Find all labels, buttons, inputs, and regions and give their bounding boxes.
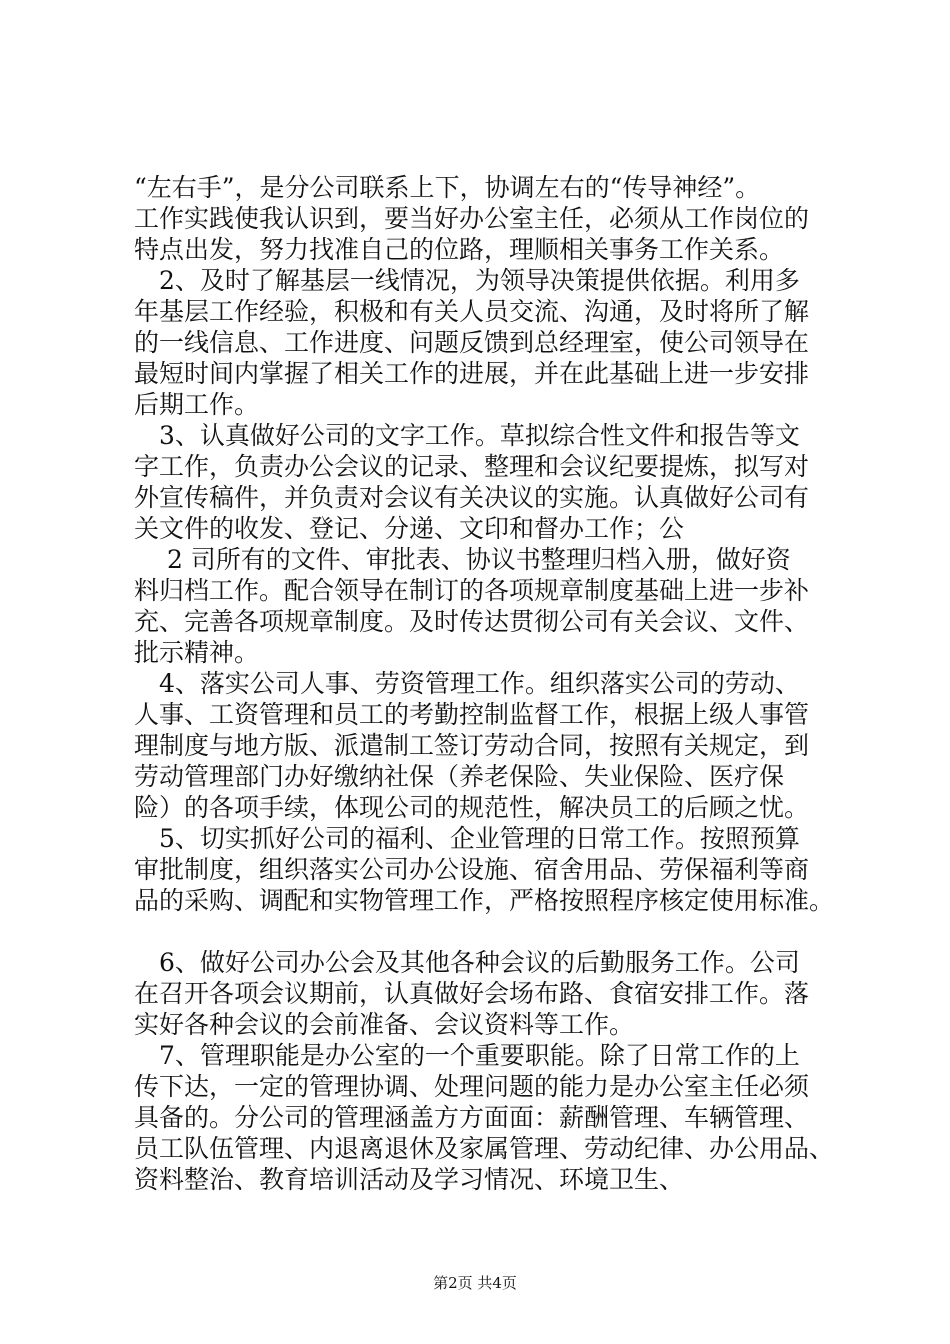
text-line: 品的采购、调配和实物管理工作，严格按照程序核定使用标准。: [134, 886, 835, 915]
text-line: 资料整治、教育培训活动及学习情况、环境卫生、: [134, 1165, 685, 1194]
text-line: 批示精神。: [134, 638, 260, 667]
text-line: 具备的。分公司的管理涵盖方方面面：薪酬管理、车辆管理、: [134, 1103, 810, 1132]
text-line: 后期工作。: [134, 390, 260, 419]
text-line: 2、及时了解基层一线情况，为领导决策提供依据。利用多: [134, 266, 800, 295]
text-line: 2 司所有的文件、审批表、协议书整理归档入册，做好资: [134, 545, 791, 574]
text-line: 劳动管理部门办好缴纳社保（养老保险、失业保险、医疗保: [134, 762, 785, 791]
text-line: 最短时间内掌握了相关工作的进展，并在此基础上进一步安排: [134, 359, 810, 388]
text-line: 人事、工资管理和员工的考勤控制监督工作，根据上级人事管: [134, 700, 810, 729]
text-line: 7、管理职能是办公室的一个重要职能。除了日常工作的上: [134, 1041, 800, 1070]
text-line: 审批制度，组织落实公司办公设施、宿舍用品、劳保福利等商: [134, 855, 810, 884]
text-line: 的一线信息、工作进度、问题反馈到总经理室，使公司领导在: [134, 328, 810, 357]
text-line: 3、认真做好公司的文字工作。草拟综合性文件和报告等文: [134, 421, 800, 450]
text-line: 字工作，负责办公会议的记录、整理和会议纪要提炼，拟写对: [134, 452, 810, 481]
blank-line: [134, 916, 854, 947]
text-line: 理制度与地方版、派遣制工签订劳动合同，按照有关规定，到: [134, 731, 810, 760]
text-line: 实好各种会议的会前准备、会议资料等工作。: [134, 1010, 635, 1039]
body-text: [134, 172, 854, 1195]
text-line: 险）的各项手续，体现公司的规范性，解决员工的后顾之忧。: [134, 793, 810, 822]
text-line: 传下达，一定的管理协调、处理问题的能力是办公室主任必须: [134, 1072, 810, 1101]
text-line: 料归档工作。配合领导在制订的各项规章制度基础上进一步补: [134, 576, 810, 605]
page-footer: 第2页 共4页: [433, 1274, 517, 1292]
text-line: “左右手”，是分公司联系上下，协调左右的“传导神经”。: [134, 173, 761, 202]
text-line: 5、切实抓好公司的福利、企业管理的日常工作。按照预算: [134, 824, 800, 853]
text-line: 6、做好公司办公会及其他各种会议的后勤服务工作。公司: [134, 948, 800, 977]
text-line: 外宣传稿件，并负责对会议有关决议的实施。认真做好公司有: [134, 483, 810, 512]
text-line: 工作实践使我认识到，要当好办公室主任，必须从工作岗位的: [134, 204, 810, 233]
text-line: 4、落实公司人事、劳资管理工作。组织落实公司的劳动、: [134, 669, 800, 698]
text-line: 员工队伍管理、内退离退休及家属管理、劳动纪律、办公用品、: [134, 1134, 835, 1163]
text-line: 充、完善各项规章制度。及时传达贯彻公司有关会议、文件、: [134, 607, 810, 636]
text-line: 关文件的收发、登记、分递、文印和督办工作；公: [134, 514, 685, 543]
text-line: 在召开各项会议期前，认真做好会场布路、食宿安排工作。落: [134, 979, 810, 1008]
text-line: 年基层工作经验，积极和有关人员交流、沟通，及时将所了解: [134, 297, 810, 326]
text-line: 特点出发，努力找准自己的位路，理顺相关事务工作关系。: [134, 235, 785, 264]
